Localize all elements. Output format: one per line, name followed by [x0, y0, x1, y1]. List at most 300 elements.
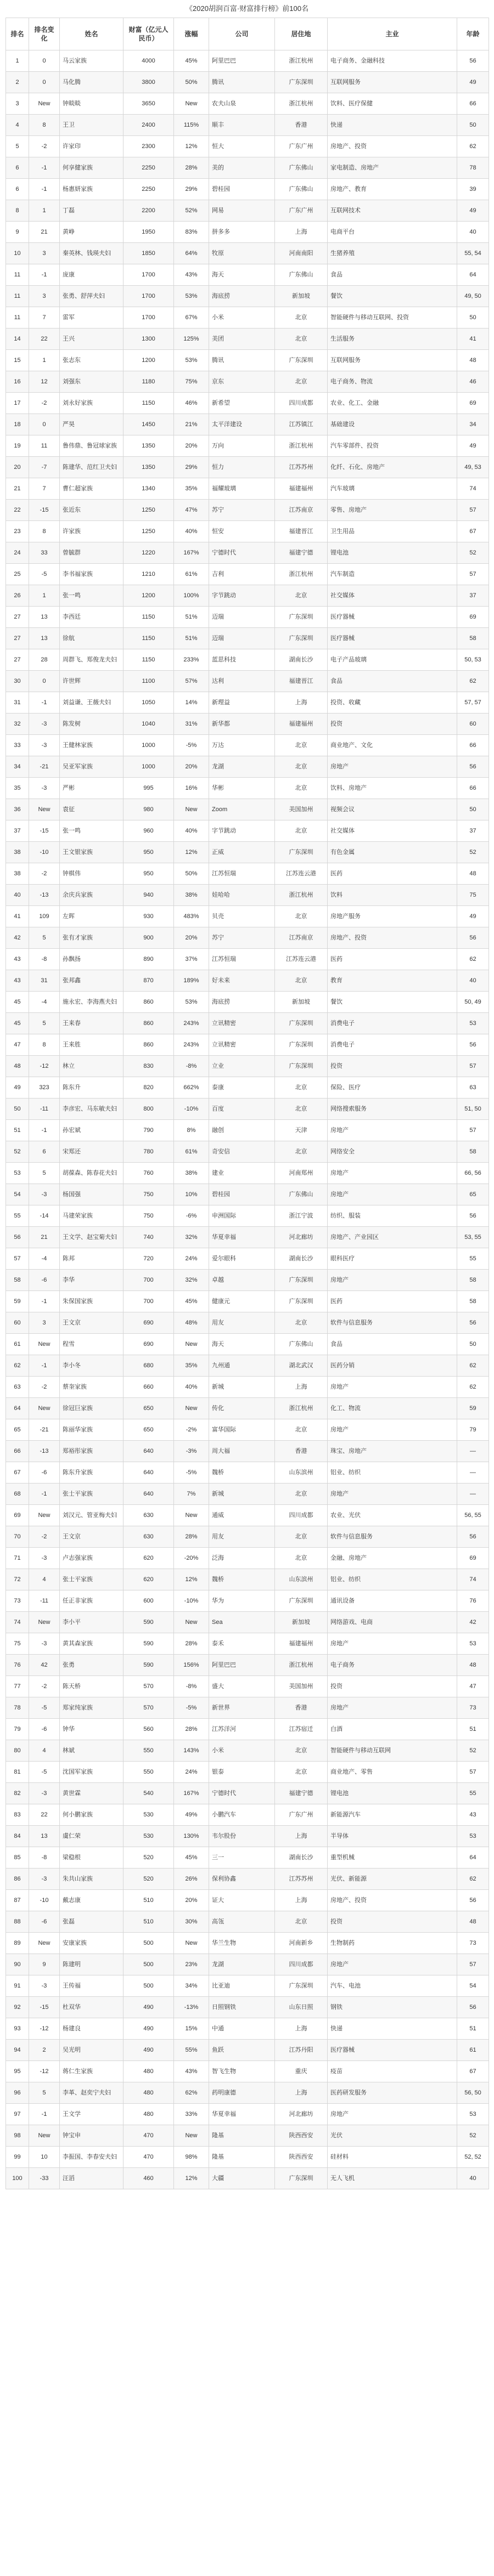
age-cell: 52, 52: [457, 2147, 489, 2168]
table-row: [6, 371, 489, 393]
name-cell: 任正非家族: [60, 1590, 124, 1612]
rank-change-cell: -6: [29, 1911, 60, 1933]
growth-cell: 15%: [174, 2018, 209, 2040]
wealth-cell: 560: [124, 1719, 174, 1740]
name-cell: 曹仁超家族: [60, 478, 124, 500]
wealth-cell: 2250: [124, 157, 174, 179]
industry-cell: 软件与信息服务: [328, 1312, 457, 1334]
table-row: [6, 329, 489, 350]
name-cell: 许世辉: [60, 671, 124, 692]
growth-cell: New: [174, 1612, 209, 1633]
table-row: [6, 1740, 489, 1762]
company-cell: 阿里巴巴: [209, 50, 275, 72]
rank-change-cell: -3: [29, 1783, 60, 1804]
wealth-cell: 1250: [124, 500, 174, 521]
residence-cell: 北京: [275, 1548, 328, 1569]
residence-cell: 新加坡: [275, 992, 328, 1013]
residence-cell: 北京: [275, 970, 328, 992]
name-cell: 刘益谦、王薇夫妇: [60, 692, 124, 714]
age-cell: 50: [457, 115, 489, 136]
company-cell: 百度: [209, 1099, 275, 1120]
company-cell: 华兰生物: [209, 1933, 275, 1954]
growth-cell: 61%: [174, 564, 209, 585]
table-row: [6, 1569, 489, 1590]
rank-cell: 23: [6, 521, 29, 542]
table-row: [6, 2104, 489, 2125]
name-cell: 黄世霖: [60, 1783, 124, 1804]
wealth-cell: 500: [124, 1933, 174, 1954]
rank-change-cell: -4: [29, 992, 60, 1013]
growth-cell: 14%: [174, 692, 209, 714]
name-cell: 吴亚军家族: [60, 756, 124, 778]
wealth-cell: 1450: [124, 414, 174, 435]
wealth-cell: 470: [124, 2125, 174, 2147]
residence-cell: 美国加州: [275, 1676, 328, 1697]
age-cell: 52: [457, 842, 489, 863]
table-row: [6, 885, 489, 906]
industry-cell: 医药研发服务: [328, 2082, 457, 2104]
residence-cell: 四川成都: [275, 1505, 328, 1526]
age-cell: 51, 50: [457, 1099, 489, 1120]
wealth-cell: 490: [124, 1997, 174, 2018]
rank-cell: 77: [6, 1676, 29, 1697]
name-cell: 沈国军家族: [60, 1762, 124, 1783]
company-cell: 隆基: [209, 2147, 275, 2168]
table-row: [6, 1783, 489, 1804]
table-row: [6, 1419, 489, 1441]
rank-cell: 71: [6, 1548, 29, 1569]
table-row: [6, 628, 489, 649]
table-row: [6, 307, 489, 329]
age-cell: —: [457, 1441, 489, 1462]
growth-cell: 30%: [174, 1911, 209, 1933]
name-cell: 许家印: [60, 136, 124, 157]
name-cell: 钟棋伟: [60, 863, 124, 885]
residence-cell: 广东深圳: [275, 1034, 328, 1056]
growth-cell: New: [174, 1933, 209, 1954]
name-cell: 陈天桥: [60, 1676, 124, 1697]
rank-change-cell: -3: [29, 1184, 60, 1205]
rank-change-cell: -10: [29, 1890, 60, 1911]
industry-cell: 化纤、石化、房地产: [328, 457, 457, 478]
rank-change-cell: 22: [29, 1804, 60, 1826]
residence-cell: 河南新乡: [275, 1933, 328, 1954]
name-cell: 朱保国家族: [60, 1291, 124, 1312]
rank-change-cell: 5: [29, 2082, 60, 2104]
age-cell: 40: [457, 222, 489, 243]
name-cell: 陈建明: [60, 1954, 124, 1975]
rank-cell: 26: [6, 585, 29, 607]
growth-cell: 64%: [174, 243, 209, 264]
rank-change-cell: -2: [29, 1676, 60, 1697]
growth-cell: 243%: [174, 1013, 209, 1034]
rank-cell: 8: [6, 200, 29, 222]
residence-cell: 上海: [275, 1826, 328, 1847]
name-cell: 黄其森家族: [60, 1633, 124, 1655]
rank-change-cell: 21: [29, 222, 60, 243]
table-row: [6, 157, 489, 179]
rank-change-cell: 12: [29, 371, 60, 393]
age-cell: 51: [457, 1719, 489, 1740]
name-cell: 林斌: [60, 1740, 124, 1762]
industry-cell: 网络安全: [328, 1141, 457, 1163]
company-cell: 海天: [209, 1334, 275, 1355]
age-cell: 50: [457, 1334, 489, 1355]
age-cell: 52: [457, 2125, 489, 2147]
company-cell: 小米: [209, 1740, 275, 1762]
residence-cell: 浙江杭州: [275, 50, 328, 72]
rank-change-cell: -1: [29, 1291, 60, 1312]
residence-cell: 山东滨州: [275, 1569, 328, 1590]
name-cell: 李革、赵奕宁夫妇: [60, 2082, 124, 2104]
residence-cell: 北京: [275, 1762, 328, 1783]
wealth-cell: 1210: [124, 564, 174, 585]
residence-cell: 江苏镇江: [275, 414, 328, 435]
growth-cell: 100%: [174, 585, 209, 607]
column-header-industry: 主业: [328, 18, 457, 50]
table-row: [6, 1847, 489, 1869]
residence-cell: 福建福州: [275, 1633, 328, 1655]
residence-cell: 河南郑州: [275, 1163, 328, 1184]
age-cell: 55: [457, 1248, 489, 1270]
name-cell: 张勇、舒萍夫妇: [60, 286, 124, 307]
table-row: [6, 714, 489, 735]
table-row: [6, 1933, 489, 1954]
rank-cell: 70: [6, 1526, 29, 1548]
rank-change-cell: -1: [29, 1355, 60, 1377]
residence-cell: 北京: [275, 1911, 328, 1933]
rank-cell: 16: [6, 371, 29, 393]
age-cell: 55, 54: [457, 243, 489, 264]
age-cell: 62: [457, 949, 489, 970]
industry-cell: 软件与信息服务: [328, 1526, 457, 1548]
residence-cell: 广东广州: [275, 136, 328, 157]
wealth-cell: 550: [124, 1762, 174, 1783]
industry-cell: 商业地产、文化: [328, 735, 457, 756]
rank-change-cell: 21: [29, 1227, 60, 1248]
residence-cell: 天津: [275, 1120, 328, 1141]
rank-cell: 38: [6, 842, 29, 863]
company-cell: 吉利: [209, 564, 275, 585]
growth-cell: 12%: [174, 136, 209, 157]
table-row: [6, 649, 489, 671]
company-cell: 华彬: [209, 778, 275, 799]
rank-change-cell: -33: [29, 2168, 60, 2189]
age-cell: 40: [457, 970, 489, 992]
industry-cell: 医药: [328, 949, 457, 970]
wealth-cell: 1850: [124, 243, 174, 264]
residence-cell: 上海: [275, 692, 328, 714]
residence-cell: 广东佛山: [275, 179, 328, 200]
rank-cell: 80: [6, 1740, 29, 1762]
name-cell: 郑家纯家族: [60, 1697, 124, 1719]
wealth-cell: 640: [124, 1462, 174, 1484]
rank-cell: 24: [6, 542, 29, 564]
age-cell: 49: [457, 200, 489, 222]
name-cell: 刘强东: [60, 371, 124, 393]
wealth-cell: 490: [124, 2018, 174, 2040]
residence-cell: 北京: [275, 371, 328, 393]
residence-cell: 广东广州: [275, 200, 328, 222]
rank-change-cell: -1: [29, 179, 60, 200]
company-cell: 中通: [209, 2018, 275, 2040]
industry-cell: 无人飞机: [328, 2168, 457, 2189]
table-row: [6, 1655, 489, 1676]
industry-cell: 铝业、纺织: [328, 1569, 457, 1590]
name-cell: 程雪: [60, 1334, 124, 1355]
age-cell: 58: [457, 628, 489, 649]
residence-cell: 江苏丹阳: [275, 2040, 328, 2061]
wealth-cell: 1040: [124, 714, 174, 735]
table-row: [6, 136, 489, 157]
rank-cell: 86: [6, 1869, 29, 1890]
age-cell: 69: [457, 1548, 489, 1569]
company-cell: 立讯精密: [209, 1034, 275, 1056]
company-cell: 用友: [209, 1526, 275, 1548]
wealth-cell: 980: [124, 799, 174, 820]
name-cell: 孙宏斌: [60, 1120, 124, 1141]
rank-cell: 3: [6, 93, 29, 115]
age-cell: 61: [457, 2040, 489, 2061]
wealth-cell: 520: [124, 1869, 174, 1890]
industry-cell: 铝业、纺织: [328, 1462, 457, 1484]
industry-cell: 纺织、服装: [328, 1205, 457, 1227]
wealth-cell: 620: [124, 1548, 174, 1569]
table-row: [6, 1184, 489, 1205]
company-cell: 立讯精密: [209, 1013, 275, 1034]
table-row: [6, 1890, 489, 1911]
industry-cell: 电子商务、物流: [328, 371, 457, 393]
rank-cell: 82: [6, 1783, 29, 1804]
rank-cell: 100: [6, 2168, 29, 2189]
rank-change-cell: New: [29, 1398, 60, 1419]
growth-cell: 35%: [174, 1355, 209, 1377]
growth-cell: -10%: [174, 1099, 209, 1120]
name-cell: 蔡奎家族: [60, 1377, 124, 1398]
growth-cell: 20%: [174, 1890, 209, 1911]
wealth-cell: 1150: [124, 649, 174, 671]
table-row: [6, 607, 489, 628]
rank-cell: 35: [6, 778, 29, 799]
wealth-cell: 1700: [124, 264, 174, 286]
rank-change-cell: 11: [29, 435, 60, 457]
age-cell: 39: [457, 179, 489, 200]
company-cell: 贝壳: [209, 906, 275, 927]
age-cell: 49: [457, 435, 489, 457]
residence-cell: 香港: [275, 115, 328, 136]
rank-cell: 9: [6, 222, 29, 243]
growth-cell: New: [174, 93, 209, 115]
residence-cell: 北京: [275, 1526, 328, 1548]
residence-cell: 北京: [275, 906, 328, 927]
industry-cell: 投资: [328, 1056, 457, 1077]
age-cell: 53: [457, 1013, 489, 1034]
growth-cell: -5%: [174, 1462, 209, 1484]
company-cell: 正威: [209, 842, 275, 863]
name-cell: 戴志康: [60, 1890, 124, 1911]
residence-cell: 北京: [275, 329, 328, 350]
age-cell: 58: [457, 1141, 489, 1163]
wealth-cell: 700: [124, 1291, 174, 1312]
age-cell: 50: [457, 307, 489, 329]
industry-cell: 零售、房地产: [328, 500, 457, 521]
residence-cell: 浙江杭州: [275, 93, 328, 115]
residence-cell: 北京: [275, 820, 328, 842]
age-cell: 47: [457, 1676, 489, 1697]
name-cell: 宋郑还: [60, 1141, 124, 1163]
company-cell: 网易: [209, 200, 275, 222]
residence-cell: 浙江宁波: [275, 1205, 328, 1227]
rank-change-cell: -12: [29, 1056, 60, 1077]
growth-cell: 243%: [174, 1034, 209, 1056]
rank-cell: 48: [6, 1056, 29, 1077]
rank-change-cell: -1: [29, 1484, 60, 1505]
growth-cell: -10%: [174, 1590, 209, 1612]
growth-cell: 28%: [174, 1526, 209, 1548]
rank-change-cell: 0: [29, 671, 60, 692]
industry-cell: 视频会议: [328, 799, 457, 820]
growth-cell: 167%: [174, 1783, 209, 1804]
residence-cell: 江苏苏州: [275, 457, 328, 478]
industry-cell: 眼科医疗: [328, 1248, 457, 1270]
wealth-cell: 690: [124, 1334, 174, 1355]
age-cell: 74: [457, 1569, 489, 1590]
wealth-cell: 940: [124, 885, 174, 906]
residence-cell: 北京: [275, 756, 328, 778]
rank-cell: 32: [6, 714, 29, 735]
rank-change-cell: -7: [29, 457, 60, 478]
residence-cell: 河南南阳: [275, 243, 328, 264]
table-row: [6, 1205, 489, 1227]
growth-cell: 75%: [174, 371, 209, 393]
age-cell: 48: [457, 350, 489, 371]
name-cell: 周群飞、郑俊龙夫妇: [60, 649, 124, 671]
growth-cell: 33%: [174, 2104, 209, 2125]
industry-cell: 消费电子: [328, 1013, 457, 1034]
wealth-cell: 820: [124, 1077, 174, 1099]
growth-cell: -8%: [174, 1676, 209, 1697]
industry-cell: 化工、物流: [328, 1398, 457, 1419]
wealth-cell: 3650: [124, 93, 174, 115]
age-cell: 66: [457, 93, 489, 115]
rank-cell: 43: [6, 949, 29, 970]
growth-cell: -8%: [174, 1056, 209, 1077]
name-cell: 李彦宏、马东敏夫妇: [60, 1099, 124, 1120]
company-cell: 奇安信: [209, 1141, 275, 1163]
industry-cell: 生猪养殖: [328, 243, 457, 264]
wealth-cell: 1100: [124, 671, 174, 692]
company-cell: 保利协鑫: [209, 1869, 275, 1890]
residence-cell: 福建福州: [275, 714, 328, 735]
wealth-cell: 860: [124, 1034, 174, 1056]
growth-cell: 53%: [174, 350, 209, 371]
name-cell: 张士平家族: [60, 1569, 124, 1590]
table-row: [6, 585, 489, 607]
table-row: [6, 1334, 489, 1355]
name-cell: 陈东升: [60, 1077, 124, 1099]
rank-change-cell: -2: [29, 393, 60, 414]
wealth-cell: 2400: [124, 115, 174, 136]
rank-change-cell: 5: [29, 1163, 60, 1184]
industry-cell: 互联网服务: [328, 350, 457, 371]
company-cell: 新城: [209, 1484, 275, 1505]
wealth-cell: 1700: [124, 307, 174, 329]
column-header-growth: 涨幅: [174, 18, 209, 50]
growth-cell: 50%: [174, 72, 209, 93]
age-cell: 56, 50: [457, 2082, 489, 2104]
residence-cell: 山东滨州: [275, 1462, 328, 1484]
table-row: [6, 564, 489, 585]
company-cell: 腾讯: [209, 72, 275, 93]
age-cell: 75: [457, 885, 489, 906]
rank-cell: 52: [6, 1141, 29, 1163]
rank-change-cell: -13: [29, 1441, 60, 1462]
rank-change-cell: -3: [29, 714, 60, 735]
table-header: [6, 18, 489, 50]
residence-cell: 江苏南京: [275, 927, 328, 949]
company-cell: 用友: [209, 1312, 275, 1334]
name-cell: 虞仁荣: [60, 1826, 124, 1847]
rank-cell: 94: [6, 2040, 29, 2061]
rank-cell: 11: [6, 307, 29, 329]
growth-cell: 35%: [174, 478, 209, 500]
column-header-residence: 居住地: [275, 18, 328, 50]
company-cell: 拼多多: [209, 222, 275, 243]
name-cell: 王传福: [60, 1975, 124, 1997]
residence-cell: 北京: [275, 735, 328, 756]
wealth-cell: 530: [124, 1826, 174, 1847]
table-row: [6, 1975, 489, 1997]
table-row: [6, 286, 489, 307]
industry-cell: 钢铁: [328, 1997, 457, 2018]
company-cell: 江苏洋河: [209, 1719, 275, 1740]
age-cell: 56, 55: [457, 1505, 489, 1526]
table-row: [6, 393, 489, 414]
name-cell: 鲁伟鼎、鲁冠球家族: [60, 435, 124, 457]
residence-cell: 山东日照: [275, 1997, 328, 2018]
age-cell: 56: [457, 756, 489, 778]
company-cell: 高瓴: [209, 1911, 275, 1933]
name-cell: 刘永好家族: [60, 393, 124, 414]
company-cell: 海天: [209, 264, 275, 286]
industry-cell: 房地产: [328, 1954, 457, 1975]
column-header-company: 公司: [209, 18, 275, 50]
table-row: [6, 842, 489, 863]
industry-cell: 消费电子: [328, 1034, 457, 1056]
company-cell: 恒安: [209, 521, 275, 542]
growth-cell: 24%: [174, 1762, 209, 1783]
company-cell: 立业: [209, 1056, 275, 1077]
industry-cell: 房地产: [328, 1184, 457, 1205]
wealth-cell: 2200: [124, 200, 174, 222]
rank-cell: 2: [6, 72, 29, 93]
rank-change-cell: -5: [29, 564, 60, 585]
name-cell: 王来春: [60, 1013, 124, 1034]
name-cell: 林立: [60, 1056, 124, 1077]
growth-cell: 12%: [174, 2168, 209, 2189]
table-row: [6, 2147, 489, 2168]
rank-change-cell: 28: [29, 649, 60, 671]
wealth-cell: 700: [124, 1270, 174, 1291]
company-cell: 传化: [209, 1398, 275, 1419]
company-cell: 韦尔股份: [209, 1826, 275, 1847]
rank-cell: 27: [6, 628, 29, 649]
company-cell: 融创: [209, 1120, 275, 1141]
growth-cell: 32%: [174, 1270, 209, 1291]
rank-change-cell: 31: [29, 970, 60, 992]
rank-cell: 60: [6, 1312, 29, 1334]
growth-cell: -6%: [174, 1205, 209, 1227]
